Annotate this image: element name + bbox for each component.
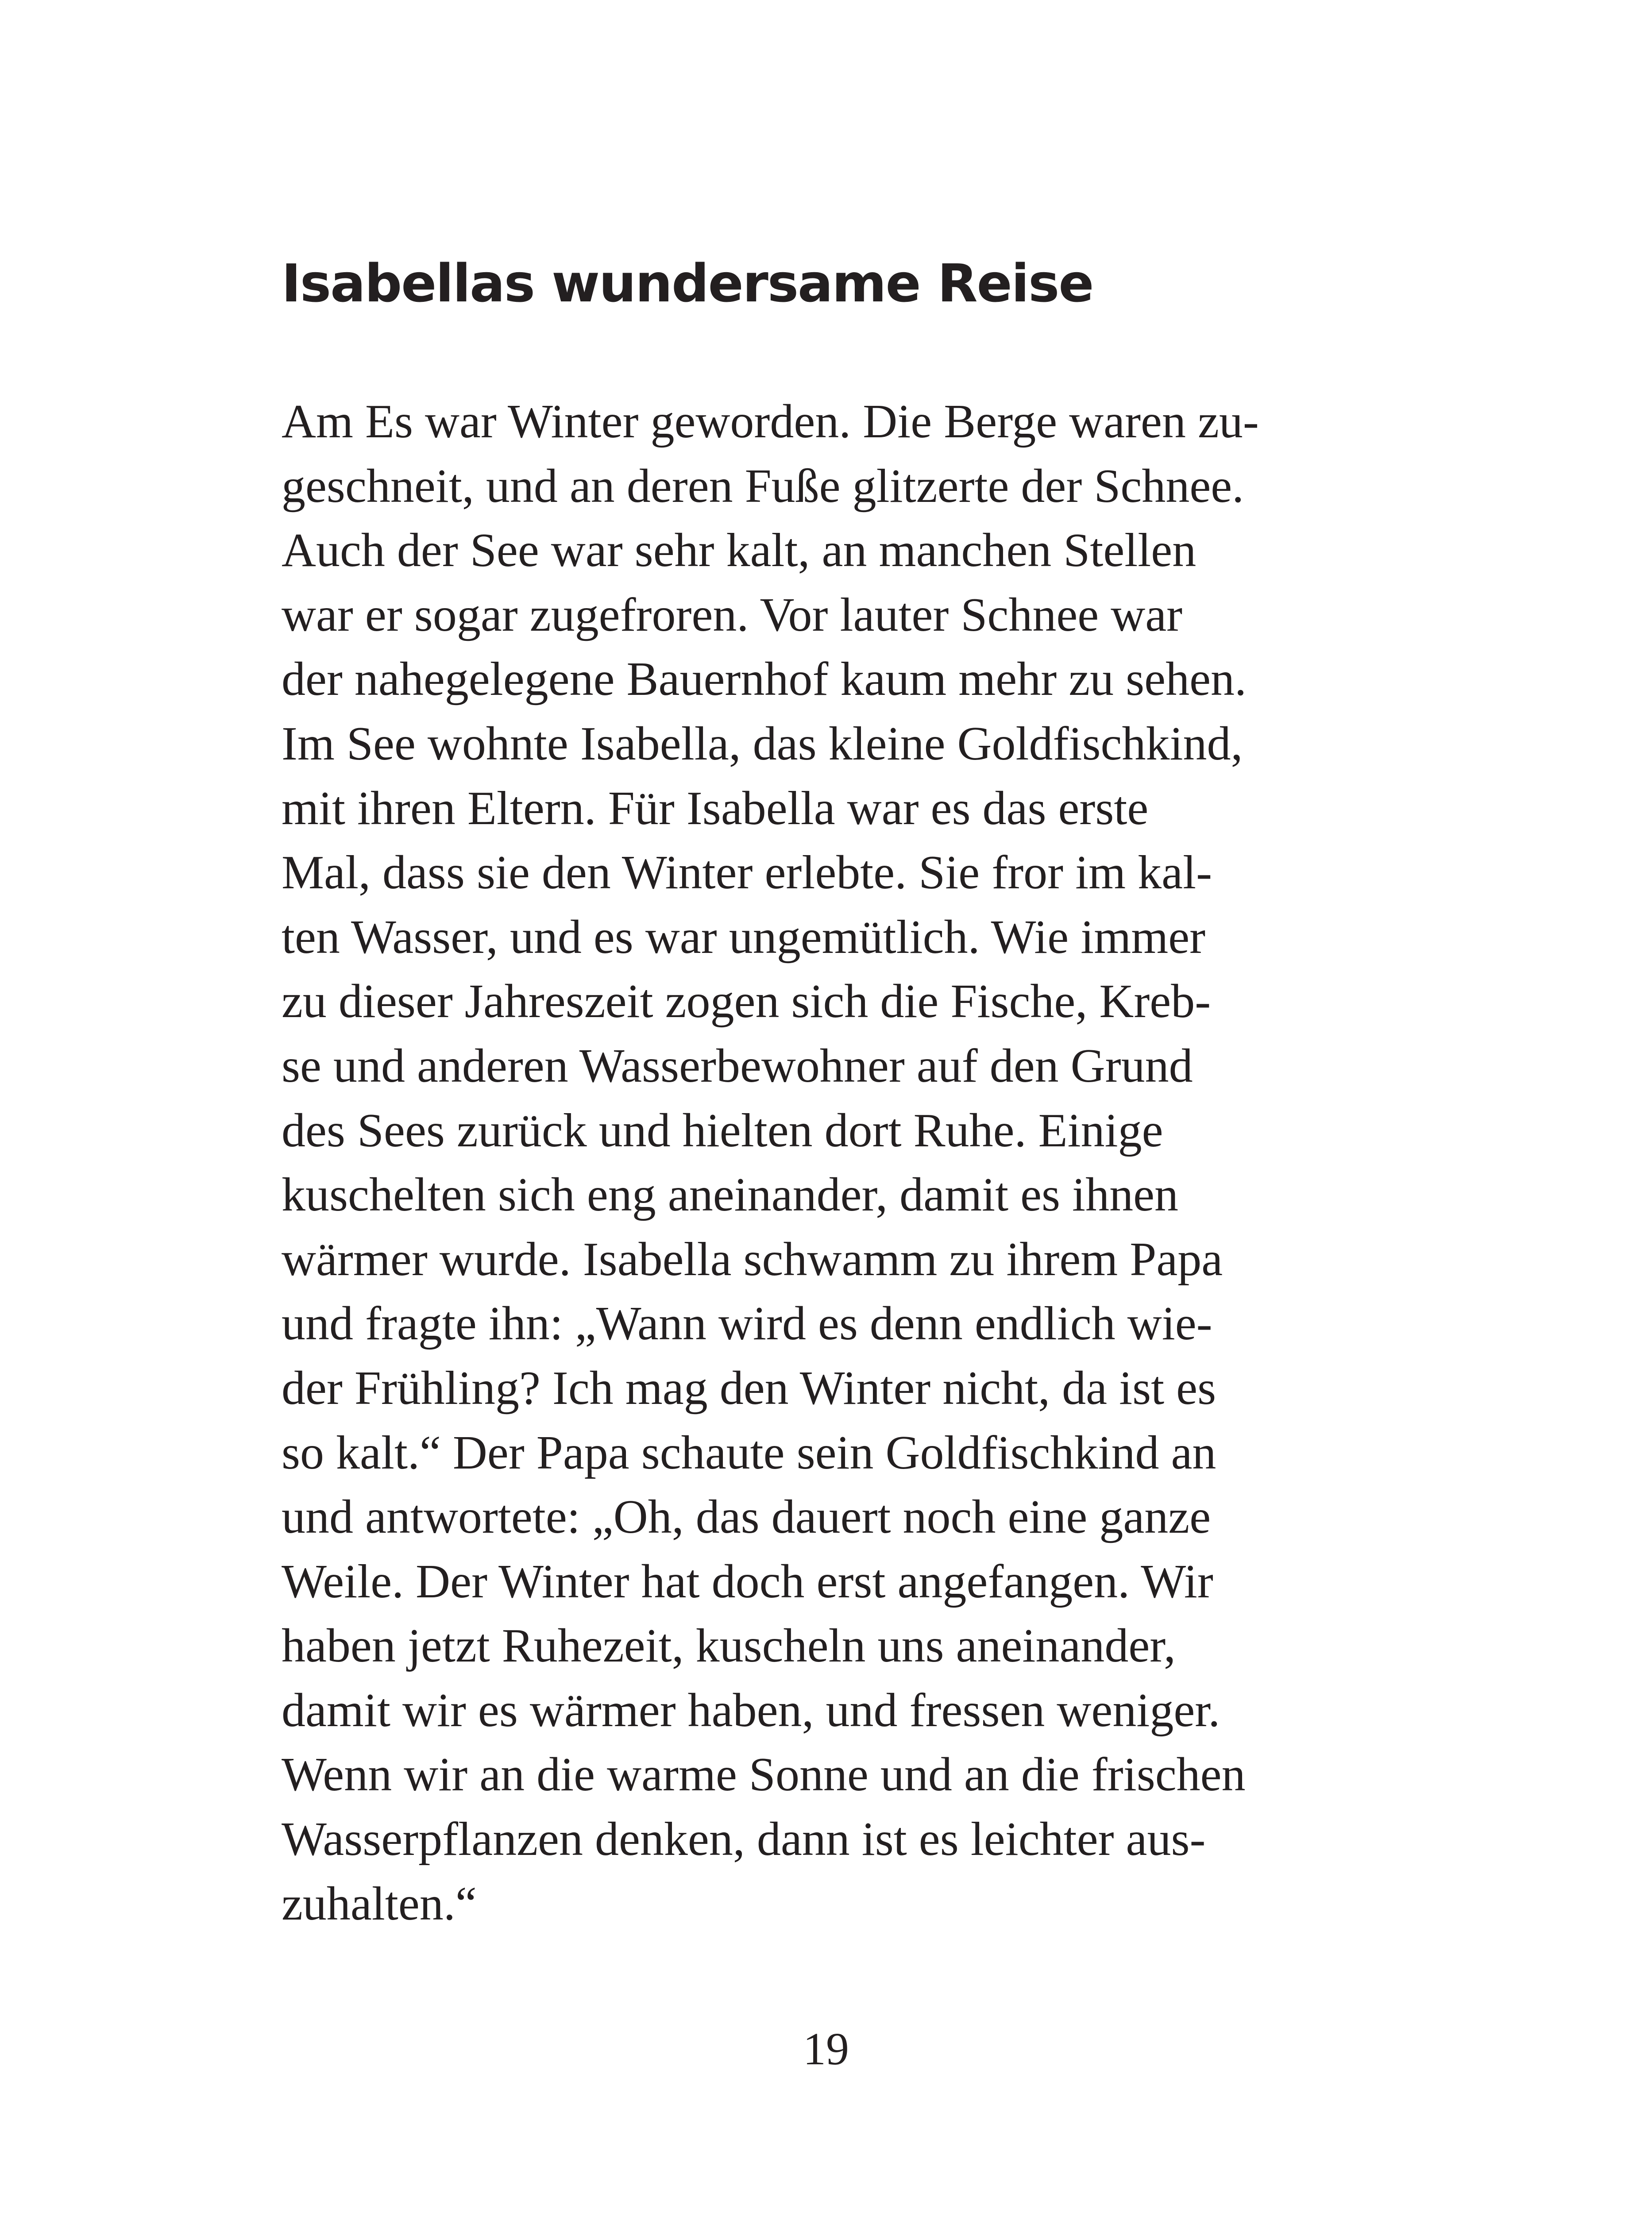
- text-line: war er sogar zugefroren. Vor lauter Schnee war: [282, 588, 1183, 641]
- text-line: wärmer wurde. Isabella schwamm zu ihrem Papa: [282, 1233, 1223, 1286]
- text-line: so kalt.“ Der Papa schaute sein Goldfischkind an: [282, 1426, 1216, 1479]
- text-line: des Sees zurück und hielten dort Ruhe. Einige: [282, 1104, 1163, 1157]
- text-line: damit wir es wärmer haben, und fressen weniger.: [282, 1684, 1220, 1737]
- text-line: ten Wasser, und es war ungemütlich. Wie immer: [282, 910, 1206, 964]
- chapter-title: Isabellas wundersame Reise: [282, 253, 1093, 314]
- page-number: 19: [803, 2024, 849, 2074]
- body-paragraph: [282, 389, 1388, 1936]
- text-line: Auch der See war sehr kalt, an manchen Stellen: [282, 524, 1197, 577]
- text-line: zuhalten.“: [282, 1877, 477, 1930]
- text-line: mit ihren Eltern. Für Isabella war es das erste: [282, 782, 1149, 835]
- text-line: se und anderen Wasserbewohner auf den Grund: [282, 1039, 1193, 1092]
- text-line: Mal, dass sie den Winter erlebte. Sie fror im kal-: [282, 846, 1212, 899]
- text-line: Weile. Der Winter hat doch erst angefangen. Wir: [282, 1555, 1213, 1608]
- text-line: der nahegelegene Bauernhof kaum mehr zu sehen.: [282, 653, 1247, 706]
- text-line: haben jetzt Ruhezeit, kuscheln uns aneinander,: [282, 1619, 1176, 1673]
- text-line: und fragte ihn: „Wann wird es denn endlich wie-: [282, 1297, 1212, 1350]
- text-line: geschneit, und an deren Fuße glitzerte der Schnee.: [282, 459, 1244, 513]
- text-line: Am Es war Winter geworden. Die Berge waren zu-: [282, 395, 1259, 448]
- text-line: kuschelten sich eng aneinander, damit es ihnen: [282, 1168, 1179, 1222]
- text-line: Wasserpflanzen denken, dann ist es leichter aus-: [282, 1813, 1206, 1866]
- text-line: Wenn wir an die warme Sonne und an die frischen: [282, 1748, 1246, 1801]
- text-line: zu dieser Jahreszeit zogen sich die Fische, Kreb-: [282, 975, 1211, 1028]
- text-line: und antwortete: „Oh, das dauert noch eine ganze: [282, 1491, 1211, 1544]
- text-line: der Frühling? Ich mag den Winter nicht, da ist es: [282, 1361, 1216, 1415]
- text-line: Im See wohnte Isabella, das kleine Goldfischkind,: [282, 717, 1243, 770]
